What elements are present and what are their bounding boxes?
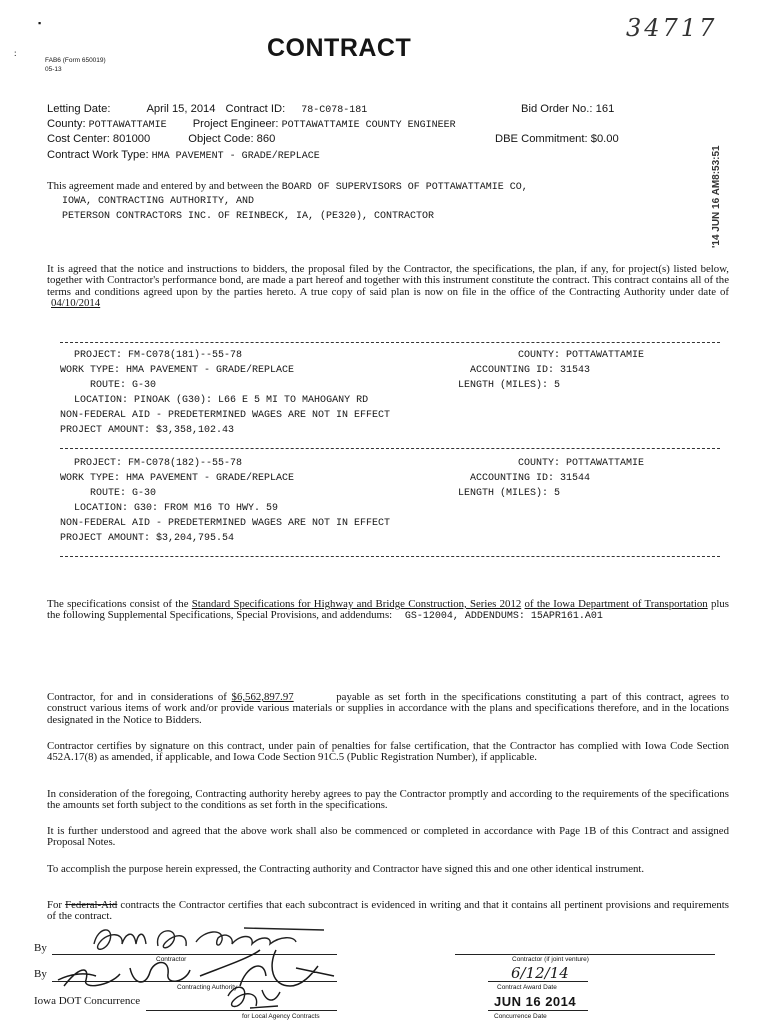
handwritten-number: 34717	[626, 14, 718, 42]
concurrence-date: JUN 16 2014	[494, 994, 577, 1009]
county: POTTAWATTAMIE	[88, 120, 167, 131]
dbe-row	[495, 133, 619, 145]
agreement-line-2: IOWA, CONTRACTING AUTHORITY, AND	[62, 196, 255, 207]
spec-intro: The specifications consist of the	[47, 598, 189, 610]
work-type-label: WORK TYPE:	[60, 365, 121, 376]
accounting-label: ACCOUNTING ID:	[470, 473, 555, 484]
location-label: LOCATION:	[74, 395, 129, 406]
work-type-row	[47, 149, 320, 162]
joint-venture-line	[455, 954, 715, 955]
county-label: COUNTY:	[518, 458, 561, 469]
dbe-label: DBE Commitment:	[495, 133, 588, 145]
agreement-line-3: PETERSON CONTRACTORS INC. OF REINBECK, IA, (PE320), CONTRACTOR	[62, 211, 435, 222]
route-label: ROUTE:	[90, 380, 127, 391]
consideration-rest: payable as set forth in the specifications constituting a part of this contract, agrees to construct various items of work and/or provide various materials or supplies in accordance with the plans and specifications therefore, and in the locations designated in the Notice to Bidders.	[47, 691, 730, 726]
project-route: G-30	[132, 380, 157, 391]
contract-total: $6,562,897.97	[231, 691, 294, 703]
iowa-dot-signature	[220, 982, 290, 1014]
county-row	[47, 118, 456, 131]
project-work-type: HMA PAVEMENT - GRADE/REPLACE	[126, 365, 295, 376]
project-label: PROJECT:	[74, 458, 123, 469]
spec-rest: plus the following Supplemental Specifications, Special Provisions, and addendums:	[47, 598, 730, 622]
project-block-2	[60, 458, 720, 553]
agreement-line-1	[47, 180, 528, 193]
project-aid: NON-FEDERAL AID - PREDETERMINED WAGES ARE NOT IN EFFECT	[60, 410, 391, 421]
bid-order-label: Bid Order No.:	[521, 103, 593, 115]
subcontract-for: For	[47, 899, 62, 911]
consideration-intro: Contractor, for and in considerations of	[47, 691, 227, 703]
local-agency-caption: for Local Agency Contracts	[242, 1013, 320, 1020]
cost-center-label: Cost Center:	[47, 133, 110, 145]
spec-codes: GS-12004, ADDENDUMS: 15APR161.A01	[404, 611, 603, 623]
contract-id-label: Contract ID:	[225, 103, 286, 115]
joint-venture-caption: Contractor (if joint venture)	[512, 956, 589, 963]
award-date: 6/12/14	[511, 964, 569, 982]
accounting-id: 31543	[560, 365, 591, 376]
contract-id: 78-C078-181	[301, 105, 368, 116]
bid-order-row	[521, 103, 614, 115]
project-work-type: HMA PAVEMENT - GRADE/REPLACE	[126, 473, 295, 484]
document-title: CONTRACT	[267, 34, 412, 62]
letting-date-row	[47, 103, 367, 116]
concurrence-date-line	[488, 1010, 588, 1011]
project-county: POTTAWATTAMIE	[566, 350, 645, 361]
divider	[60, 556, 720, 557]
project-amount: $3,358,102.43	[156, 425, 235, 436]
subcontract-rest: contracts the Contractor certifies that each subcontract is evidenced in writing and that it contains all pertinent provisions and requirements of the contract.	[47, 899, 729, 923]
form-id: FAB6 (Form 650019)	[45, 57, 106, 64]
spec-iowa-dot: of the Iowa Department of Transportation	[524, 598, 708, 610]
route-label: ROUTE:	[90, 488, 127, 499]
project-length: 5	[554, 488, 561, 499]
contractor-caption: Contractor	[156, 956, 187, 963]
project-amount: $3,204,795.54	[156, 533, 235, 544]
object-code: 860	[256, 133, 276, 145]
county-label: County:	[47, 118, 86, 130]
project-route: G-30	[132, 488, 157, 499]
county-label: COUNTY:	[518, 350, 561, 361]
location-label: LOCATION:	[74, 503, 129, 514]
length-label: LENGTH (MILES):	[458, 380, 549, 391]
agreement-intro: This agreement made and entered by and between the	[47, 180, 280, 192]
work-type: HMA PAVEMENT - GRADE/REPLACE	[151, 151, 320, 162]
contracting-authority-caption: Contracting Authority	[177, 984, 238, 991]
cost-center: 801000	[112, 133, 151, 145]
accounting-label: ACCOUNTING ID:	[470, 365, 555, 376]
payment-paragraph: In consideration of the foregoing, Contracting authority hereby agrees to pay the Contractor promptly and according to the requirements of the specifications the amounts set forth subject to the conditions as set forth in the specifications.	[47, 788, 729, 812]
subcontract-paragraph	[47, 900, 729, 923]
dbe-amount: $0.00	[590, 133, 619, 145]
agreement-board: BOARD OF SUPERVISORS OF POTTAWATTAMIE CO,	[281, 182, 528, 193]
project-block-1	[60, 350, 720, 445]
project-number: FM-C078(181)--55-78	[128, 350, 243, 361]
amount-label: PROJECT AMOUNT:	[60, 425, 151, 436]
award-date-line	[488, 981, 588, 982]
object-code-label: Object Code:	[188, 133, 254, 145]
certification-paragraph: Contractor certifies by signature on this contract, under pain of penalties for false certification, that the Contractor has complied with Iowa Code Section 452A.17(8) as amended, if applicable, and Iowa Code Section 91C.5 (Public Registration Number), if applicable.	[47, 740, 729, 764]
by-label-2: By	[34, 968, 47, 980]
project-length: 5	[554, 380, 561, 391]
agreement-paragraph	[47, 264, 729, 310]
letting-date-label: Letting Date:	[47, 103, 111, 115]
work-type-label: Contract Work Type:	[47, 149, 149, 161]
spec-standard: Standard Specifications for Highway and Bridge Construction, Series 2012	[191, 598, 522, 610]
letting-date: April 15, 2014	[146, 103, 216, 115]
schedule-paragraph: It is further understood and agreed that the above work shall also be commenced or completed in accordance with Page 1B of this Contract and assigned Proposal Notes.	[47, 825, 729, 849]
divider	[60, 448, 720, 449]
bid-order: 161	[595, 103, 615, 115]
project-engineer-label: Project Engineer:	[192, 118, 279, 130]
struck-federal-aid: Federal-Aid	[65, 899, 118, 911]
project-location: PINOAK (G30): L66 E 5 MI TO MAHOGANY RD	[134, 395, 369, 406]
purpose-paragraph: To accomplish the purpose herein expressed, the Contracting authority and Contractor have signed this and one other identical instrument.	[47, 863, 645, 875]
by-label-1: By	[34, 942, 47, 954]
concurrence-date-caption: Concurrence Date	[494, 1013, 547, 1020]
divider	[60, 342, 720, 343]
project-location: G30: FROM M16 TO HWY. 59	[134, 503, 279, 514]
corner-mark: ▪	[38, 18, 42, 28]
margin-mark: :	[14, 48, 17, 58]
cost-center-row	[47, 133, 275, 145]
plan-date: 04/10/2014	[51, 297, 101, 310]
accounting-id: 31544	[560, 473, 591, 484]
length-label: LENGTH (MILES):	[458, 488, 549, 499]
agreement-paragraph-text: It is agreed that the notice and instructions to bidders, the proposal filed by the Contractor, the specifications, the plan, if any, for project(s) listed below, together with Contractor's performance bond, are made a part hereof and together with this instrument constitute the contract. This contract contains all of the terms and conditions agreed upon by the parties hereto. A true copy of said plan is now on file in the office of the Contracting Authority under date of	[47, 263, 729, 298]
award-date-caption: Contract Award Date	[497, 984, 557, 991]
received-stamp: '14 JUN 16 AM8:53:51	[711, 145, 722, 248]
form-date: 05-13	[45, 66, 62, 73]
consideration-paragraph	[47, 692, 729, 726]
project-engineer: POTTAWATTAMIE COUNTY ENGINEER	[281, 120, 456, 131]
iowa-dot-label: Iowa DOT Concurrence	[34, 995, 141, 1007]
specifications-paragraph	[47, 599, 729, 623]
amount-label: PROJECT AMOUNT:	[60, 533, 151, 544]
project-label: PROJECT:	[74, 350, 123, 361]
project-number: FM-C078(182)--55-78	[128, 458, 243, 469]
work-type-label: WORK TYPE:	[60, 473, 121, 484]
project-county: POTTAWATTAMIE	[566, 458, 645, 469]
project-aid: NON-FEDERAL AID - PREDETERMINED WAGES ARE NOT IN EFFECT	[60, 518, 391, 529]
